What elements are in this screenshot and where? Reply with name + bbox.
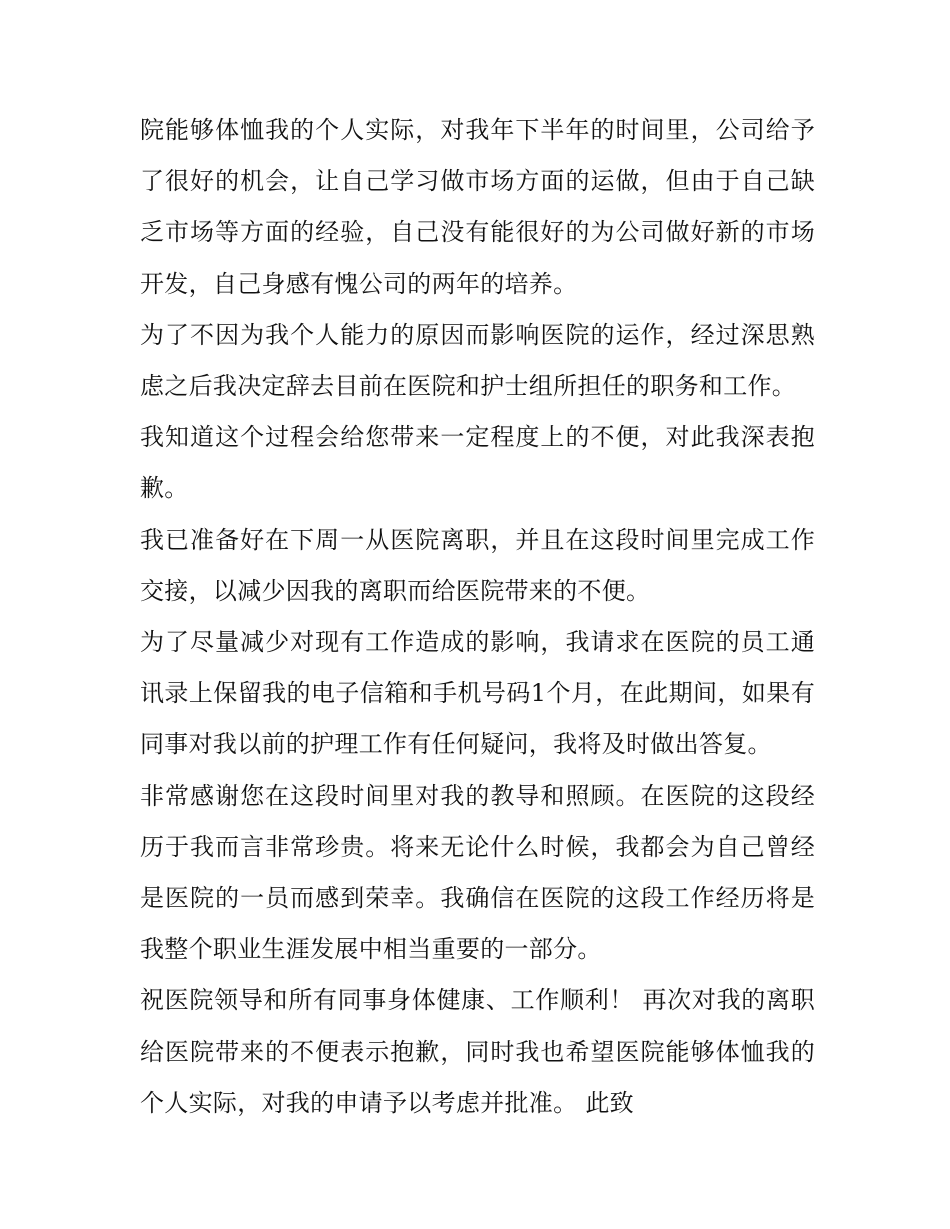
document-body [140,105,815,1129]
paragraph: 为了尽量减少对现有工作造成的影响，我请求在医院的员工通讯录上保留我的电子信箱和手机号码1个月，在此期间，如果有同事对我以前的护理工作有任何疑问，我将及时做出答复。 [140,628,815,759]
paragraph: 院能够体恤我的个人实际，对我年下半年的时间里，公司给予了很好的机会，让自己学习做市场方面的运做，但由于自己缺乏市场等方面的经验，自己没有能很好的为公司做好新的市场开发，自己身感有愧公司的两年的培养。 [140,116,815,298]
paragraph: 我已准备好在下周一从医院离职，并且在这段时间里完成工作交接，以减少因我的离职而给医院带来的不便。 [140,525,815,605]
paragraph: 祝医院领导和所有同事身体健康、工作顺利！ 再次对我的离职给医院带来的不便表示抱歉，同时我也希望医院能够体恤我的个人实际，对我的申请予以考虑并批准。 此致 [140,986,815,1117]
paragraph: 我知道这个过程会给您带来一定程度上的不便，对此我深表抱歉。 [140,423,815,503]
paragraph: 非常感谢您在这段时间里对我的教导和照顾。在医院的这段经历于我而言非常珍贵。将来无论什么时候，我都会为自己曾经是医院的一员而感到荣幸。我确信在医院的这段工作经历将是我整个职业生涯发展中相当重要的一部分。 [140,781,815,964]
paragraph: 为了不因为我个人能力的原因而影响医院的运作，经过深思熟虑之后我决定辞去目前在医院和护士组所担任的职务和工作。 [140,320,815,401]
